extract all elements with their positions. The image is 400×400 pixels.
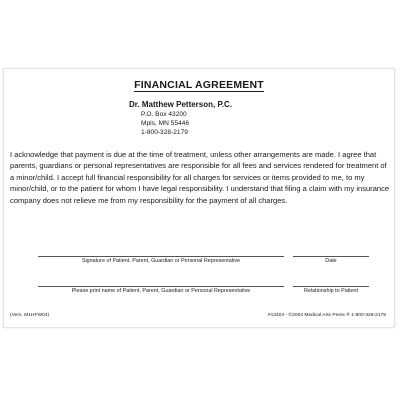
date-line[interactable] — [293, 256, 369, 257]
practice-po-box: P.O. Box 43200 — [141, 111, 187, 118]
signature-line[interactable] — [38, 256, 284, 257]
practice-phone: 1-800-328-2179 — [141, 129, 188, 136]
form-title-text: FINANCIAL AGREEMENT — [134, 79, 264, 91]
financial-agreement-form — [3, 68, 395, 328]
date-label: Date — [325, 258, 337, 264]
signature-label: Signature of Patient, Parent, Guardian or Personal Representative — [81, 258, 241, 264]
print-name-line[interactable] — [38, 286, 284, 287]
relationship-label: Relationship to Patient — [304, 288, 358, 294]
practice-name: Dr. Matthew Petterson, P.C. — [129, 100, 232, 109]
agreement-paragraph: I acknowledge that payment is due at the time of treatment, unless other arrangements are made. I agree that parents, guardians or personal representatives are responsible for all fees and services rendered for treatment of a minor/child. I accept full financial responsibility for all charges for services or items provided to me, to my minor/child, or to the patient for whom I have legal responsibility. I understand that filing a claim with my insurance company does not relieve me from my responsibility for the payment of all charges. — [10, 150, 390, 205]
relationship-line[interactable] — [293, 286, 369, 287]
practice-city-state-zip: Mpls, MN 55446 — [141, 120, 190, 127]
form-title — [4, 79, 394, 91]
print-name-label: Please print name of Patient, Parent, Guardian or Personal Representative — [71, 288, 251, 294]
form-copyright: #13404 - ©2004 Medical Arts Press ® 1-800-328-2179 — [267, 313, 386, 318]
practice-header — [129, 100, 281, 137]
form-version: (Vers. M1HFW04) — [10, 313, 50, 318]
